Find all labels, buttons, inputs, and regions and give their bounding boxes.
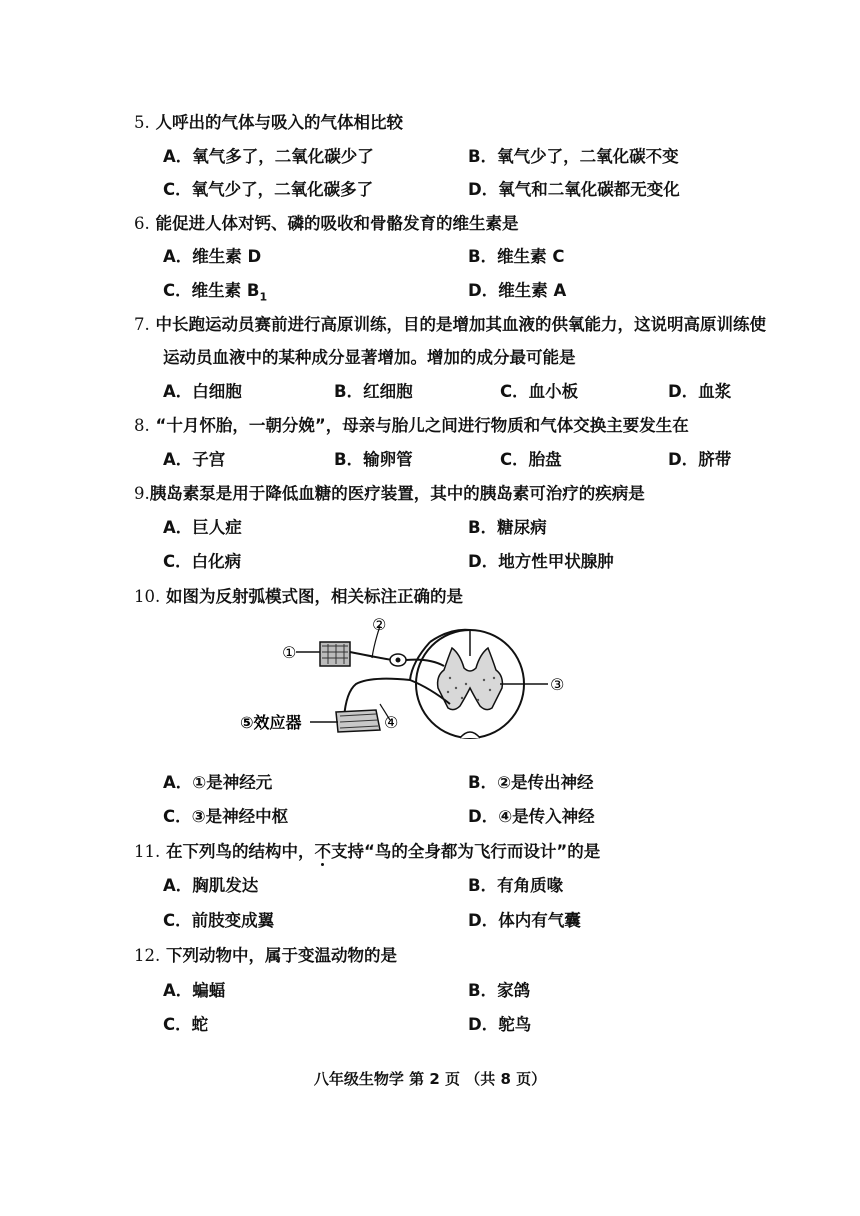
page-footer: 八年级生物学 第 2 页 （共 8 页）	[313, 1070, 547, 1088]
question-8-stem: 8. “十月怀胎，一朝分娩”，母亲与胎儿之间进行物质和气体交换主要发生在	[134, 416, 689, 435]
q5-option-b: B．氧气少了，二氧化碳不变	[468, 147, 679, 166]
q12-option-b: B．家鸽	[468, 981, 531, 1000]
label-3: ③	[550, 675, 565, 694]
q8-option-d: D．脐带	[668, 450, 732, 469]
label-1: ①	[282, 643, 297, 662]
question-7-stem: 7. 中长跑运动员赛前进行高原训练，目的是增加其血液的供氧能力，这说明高原训练使	[134, 315, 766, 334]
q7-option-c: C．血小板	[500, 382, 579, 401]
question-10-stem: 10. 如图为反射弧模式图，相关标注正确的是	[134, 587, 463, 606]
q11-option-b: B．有角质喙	[468, 876, 564, 895]
q5-option-a: A．氧气多了，二氧化碳少了	[163, 147, 374, 166]
q11-option-a: A．胸肌发达	[163, 876, 259, 895]
q8-option-a: A．子宫	[163, 450, 226, 469]
q6-option-a: A．维生素 D	[163, 247, 262, 266]
question-11-stem: 11. 在下列鸟的结构中，不支持“鸟的全身都为飞行而设计”的是	[134, 842, 601, 861]
subscript: 1	[259, 290, 268, 304]
q6-option-d: D．维生素 A	[468, 281, 567, 300]
question-12-stem: 12. 下列动物中，属于变温动物的是	[134, 946, 397, 965]
q12-option-a: A．蝙蝠	[163, 981, 226, 1000]
q9-option-b: B．糖尿病	[468, 518, 547, 537]
q12-option-d: D．鸵鸟	[468, 1015, 532, 1034]
q5-option-d: D．氧气和二氧化碳都无变化	[468, 180, 680, 199]
q11-option-d: D．体内有气囊	[468, 911, 581, 930]
q10-option-c: C．③是神经中枢	[163, 807, 289, 826]
q8-option-c: C．胎盘	[500, 450, 562, 469]
q5-option-c: C．氧气少了，二氧化碳多了	[163, 180, 374, 199]
q10-option-d: D．④是传入神经	[468, 807, 595, 826]
receptor-icon	[320, 642, 350, 666]
label-2: ②	[372, 615, 387, 634]
afferent-nerve	[350, 652, 392, 660]
q7-option-b: B．红细胞	[334, 382, 413, 401]
question-7-stem-continued: 运动员血液中的某种成分显著增加。增加的成分最可能是	[163, 348, 576, 367]
q9-option-a: A．巨人症	[163, 518, 242, 537]
q8-option-b: B．输卵管	[334, 450, 413, 469]
q7-option-d: D．血浆	[668, 382, 732, 401]
effector-icon	[336, 710, 380, 732]
q11-option-c: C．前肢变成翼	[163, 911, 275, 930]
q10-option-b: B．②是传出神经	[468, 773, 594, 792]
question-9-stem: 9.胰岛素泵是用于降低血糖的医疗装置，其中的胰岛素可治疗的疾病是	[134, 484, 645, 503]
q7-option-a: A．白细胞	[163, 382, 242, 401]
question-6-stem: 6. 能促进人体对钙、磷的吸收和骨骼发育的维生素是	[134, 214, 519, 233]
reflex-arc-diagram	[240, 615, 580, 748]
emphasis-dot: 不	[314, 842, 331, 861]
q9-option-c: C．白化病	[163, 552, 242, 571]
label-4: ④	[384, 713, 399, 732]
q6-option-b: B．维生素 C	[468, 247, 565, 266]
question-5-stem: 5. 人呼出的气体与吸入的气体相比较	[134, 113, 403, 132]
q10-option-a: A．①是神经元	[163, 773, 273, 792]
q12-option-c: C．蛇	[163, 1015, 209, 1034]
label-5: ⑤效应器	[240, 713, 302, 732]
q6-option-c: C．维生素 $B_1$	[163, 281, 268, 304]
q9-option-d: D．地方性甲状腺肿	[468, 552, 614, 571]
